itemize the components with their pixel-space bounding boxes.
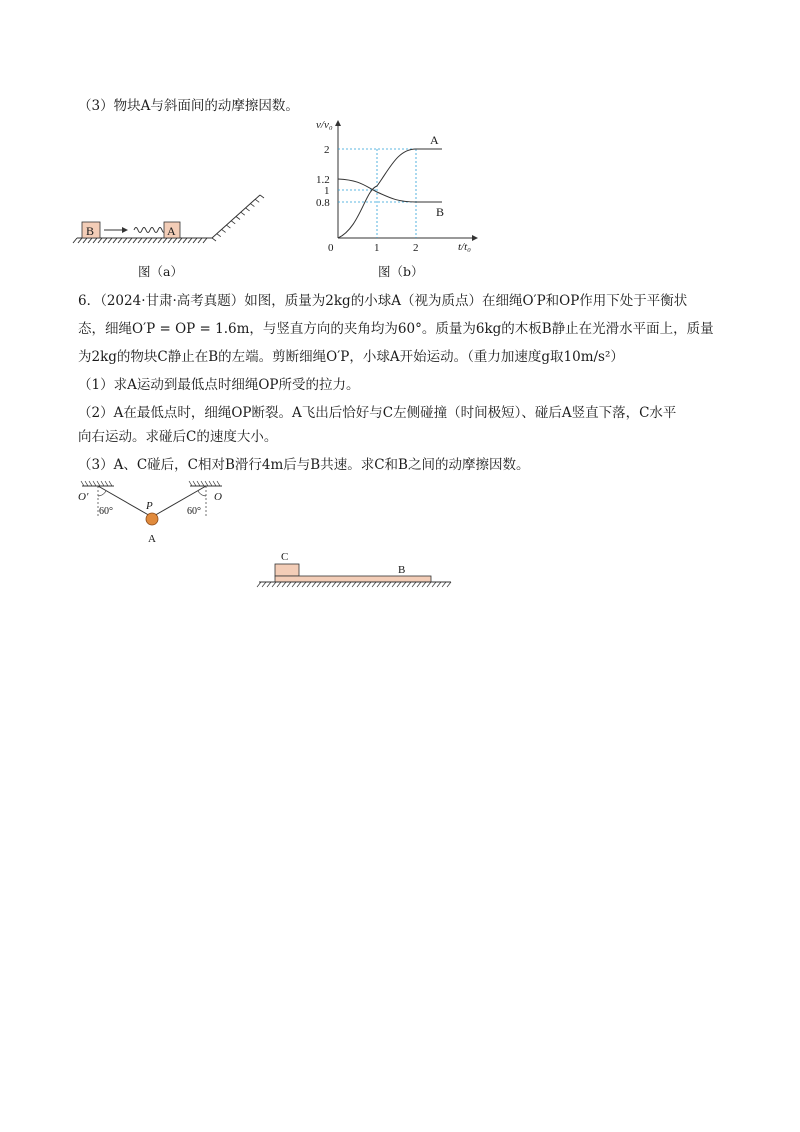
curve-b bbox=[338, 179, 442, 202]
figure-a bbox=[72, 190, 292, 250]
y-tick-1-2: 1.2 bbox=[316, 174, 330, 186]
block-b-label: B bbox=[86, 224, 95, 238]
question-6-line-2: 态，细绳O′P = OP = 1.6m，与竖直方向的夹角均为60°。质量为6kg的木板B静止在光滑水平面上，质量 bbox=[78, 321, 714, 337]
origin-label: 0 bbox=[328, 242, 334, 254]
figure-b-chart bbox=[310, 118, 490, 258]
label-o: O bbox=[214, 491, 222, 503]
figure-q6-board bbox=[255, 548, 455, 593]
spring-icon bbox=[134, 228, 166, 233]
curve-b-label: B bbox=[436, 205, 445, 219]
label-board-b: B bbox=[398, 564, 406, 576]
block-c bbox=[275, 564, 299, 576]
question-6-part-3: （3）A、C碰后，C相对B滑行4m后与B共速。求C和B之间的动摩擦因数。 bbox=[78, 457, 530, 473]
y-axis-label: v/v₀ bbox=[316, 119, 333, 131]
question-6-part-1: （1）求A运动到最低点时细绳OP所受的拉力。 bbox=[78, 377, 360, 393]
arrow-icon bbox=[122, 227, 128, 233]
x-axis-label: t/t₀ bbox=[458, 241, 471, 253]
label-block-c: C bbox=[281, 551, 289, 563]
question-6-part-2-cont: 向右运动。求碰后C的速度大小。 bbox=[78, 429, 278, 445]
label-o-prime: O′ bbox=[78, 491, 89, 503]
question-6-line-3: 为2kg的物块C静止在B的左端。剪断细绳O′P，小球A开始运动。（重力加速度g取10m/s²） bbox=[78, 349, 624, 365]
y-tick-1: 1 bbox=[324, 185, 330, 197]
label-angle-left: 60° bbox=[99, 506, 113, 517]
y-tick-2: 2 bbox=[324, 144, 330, 156]
x-tick-2: 2 bbox=[413, 242, 419, 254]
x-tick-1: 1 bbox=[374, 242, 380, 254]
figure-q6-pendulum bbox=[72, 476, 242, 546]
question-6-line-1: 6．（2024·甘肃·高考真题）如图，质量为2kg的小球A（视为质点）在细绳O′P和OP作用下处于平衡状 bbox=[78, 293, 688, 309]
question-5-part-3: （3）物块A与斜面间的动摩擦因数。 bbox=[78, 98, 299, 114]
figure-a-caption: 图（a） bbox=[138, 264, 183, 279]
label-ball-a: A bbox=[148, 533, 156, 545]
figure-b-caption: 图（b） bbox=[378, 264, 424, 279]
curve-a-label: A bbox=[430, 133, 439, 147]
ball-a bbox=[146, 513, 158, 525]
label-p: P bbox=[146, 500, 153, 512]
y-tick-0-8: 0.8 bbox=[316, 197, 330, 209]
block-a-label: A bbox=[167, 224, 176, 238]
label-angle-right: 60° bbox=[187, 506, 201, 517]
curve-a bbox=[338, 149, 445, 238]
board-b bbox=[275, 576, 431, 582]
question-6-part-2: （2）A在最低点时，细绳OP断裂。A飞出后恰好与C左侧碰撞（时间极短）、碰后A竖直下落，C水平 bbox=[78, 405, 677, 421]
